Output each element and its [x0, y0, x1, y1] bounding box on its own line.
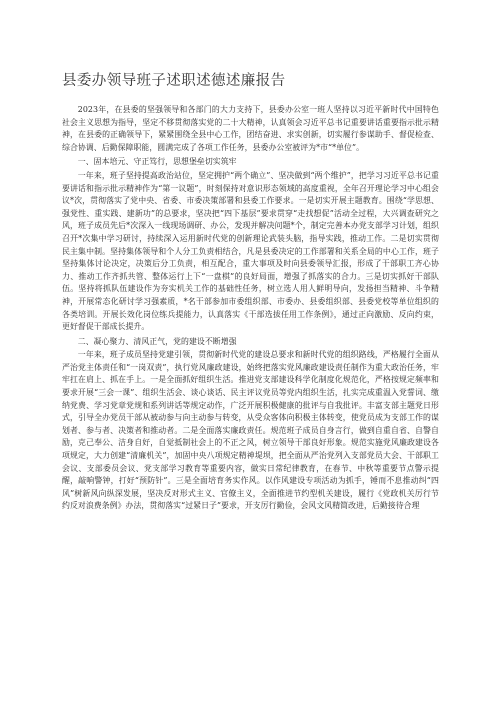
section-body-1: 一年来，班子坚持提高政治站位，坚定拥护“两个确立”、坚决做到“两个维护”，把学习习近平总书记重要讲话和指示批示精神作为“第一议题”，时刻保持对意识形态领域的高度重视，全年召开理论学习中心组会议*次，贯彻落实了党中央、省委、市委决策部署和县委工作要求。一是切实开展主题教育。围绕“学思想、强党性、重实践、建新功”的总要求，坚决把“四下基层”要求贯穿“走找想促”活动全过程，大兴调查研究之风，班子成员先后*次深入一线现场调研、办公，发现并解决问题*个，制定完善本办党支部学习计划，组织召开*次集中学习研讨，持续深入运用新时代党的创新理论武装头脑，指导实践，推动工作。二是切实贯彻民主集中制。坚持集体领导和个人分工负责相结合，凡是县委决定的工作部署和关系全局的中心工作，班子坚持集体讨论决定，决策后分工负责，相互配合，重大事项及时向县委领导汇报，形成了干部职工齐心协力、推动工作齐抓共管、整体运行上下“一盘棋”的良好局面，增强了抓落实的合力。三是切实抓好干部队伍。坚持将抓队伍建设作为夯实机关工作的基础性任务，树立选人用人鲜明导向，发扬担当精神、斗争精神，开展常态化研讨学习强素质，*名干部参加市委组织部、市委办、县委组织部、县委党校等单位组织的各类培训。开展长效化岗位练兵提能力，认真落实《干部选拔任用工作条例》，通过正向激励、反向约束，更好督促干部成长提升。: [62, 170, 439, 332]
intro-paragraph: 2023年，在县委的坚强领导和各部门的大力支持下，县委办公室一班人坚持以习近平新时代中国特色社会主义思想为指导，坚定不移贯彻落实党的二十大精神，认真领会习近平总书记重要讲话重要指示批示精神，在县委的正确领导下，紧紧围绕全县中心工作，团结奋进、求实创新，切实履行参谋助手、督促检查、综合协调、后勤保障职能，圆满完成了各项工作任务，县委办公室被评为*市“*单位”。: [62, 105, 439, 152]
section-heading-1: 一、固本培元、守正笃行，思想堡垒切实筑牢: [77, 157, 237, 167]
document-title: 县委办领导班子述职述德述廉报告: [62, 73, 286, 89]
section-heading-2: 二、凝心聚力、清风正气，党的建设不断增强: [77, 336, 237, 346]
section-body-2: 一年来，班子成员坚持党建引领，贯彻新时代党的建设总要求和新时代党的组织路线，严格履行全面从严治党主体责任和“一岗双责”，执行党风廉政建设，始终把落实党风廉政建设责任制作为重大政治任务，牢牢扛在肩上、抓在手上。一是全面抓好组织生活。推进党支部建设科学化制度化规范化，严格按规定频率和要求开展“三会一课”、组织生活会、谈心谈话、民主评议党员等党内组织生活，扎实完成重温入党誓词、缴纳党费、学习党章党规和系列讲话等规定动作，广泛开展积极健康的批评与自我批评。丰富支部主题党日形式，引导全办党员干部从被动参与向主动参与转变，从受众客体向积极主体转变，使党员成为支部工作的谋划者、参与者、决策者和推动者。二是全面落实廉政责任。规范班子成员自身言行，做到自重自省、自警自励，克己奉公、洁身自好，自觉抵制社会上的不正之风，树立领导干部良好形象。规范实施党风廉政建设各项规定，大力创建“清廉机关”，加固中央八项规定精神堤坝，把全面从严治党列入支部党员大会、干部职工会议、支部委员会议、党支部学习教育等重要内容，做实日常纪律教育，在春节、中秋等重要节点警示提醒，敲响警钟，打好“预防针”。三是全面培育务实作风。以作风建设专项活动为抓手，锤而不息推动纠“四风”树新风向纵深发展，坚决反对形式主义、官僚主义，全面推进节约型机关建设，履行《党政机关厉行节约反对浪费条例》办法，贯彻落实“过紧日子”要求，开支厉行勤俭，会风文风精简改进，后勤接待合理: [62, 350, 439, 511]
